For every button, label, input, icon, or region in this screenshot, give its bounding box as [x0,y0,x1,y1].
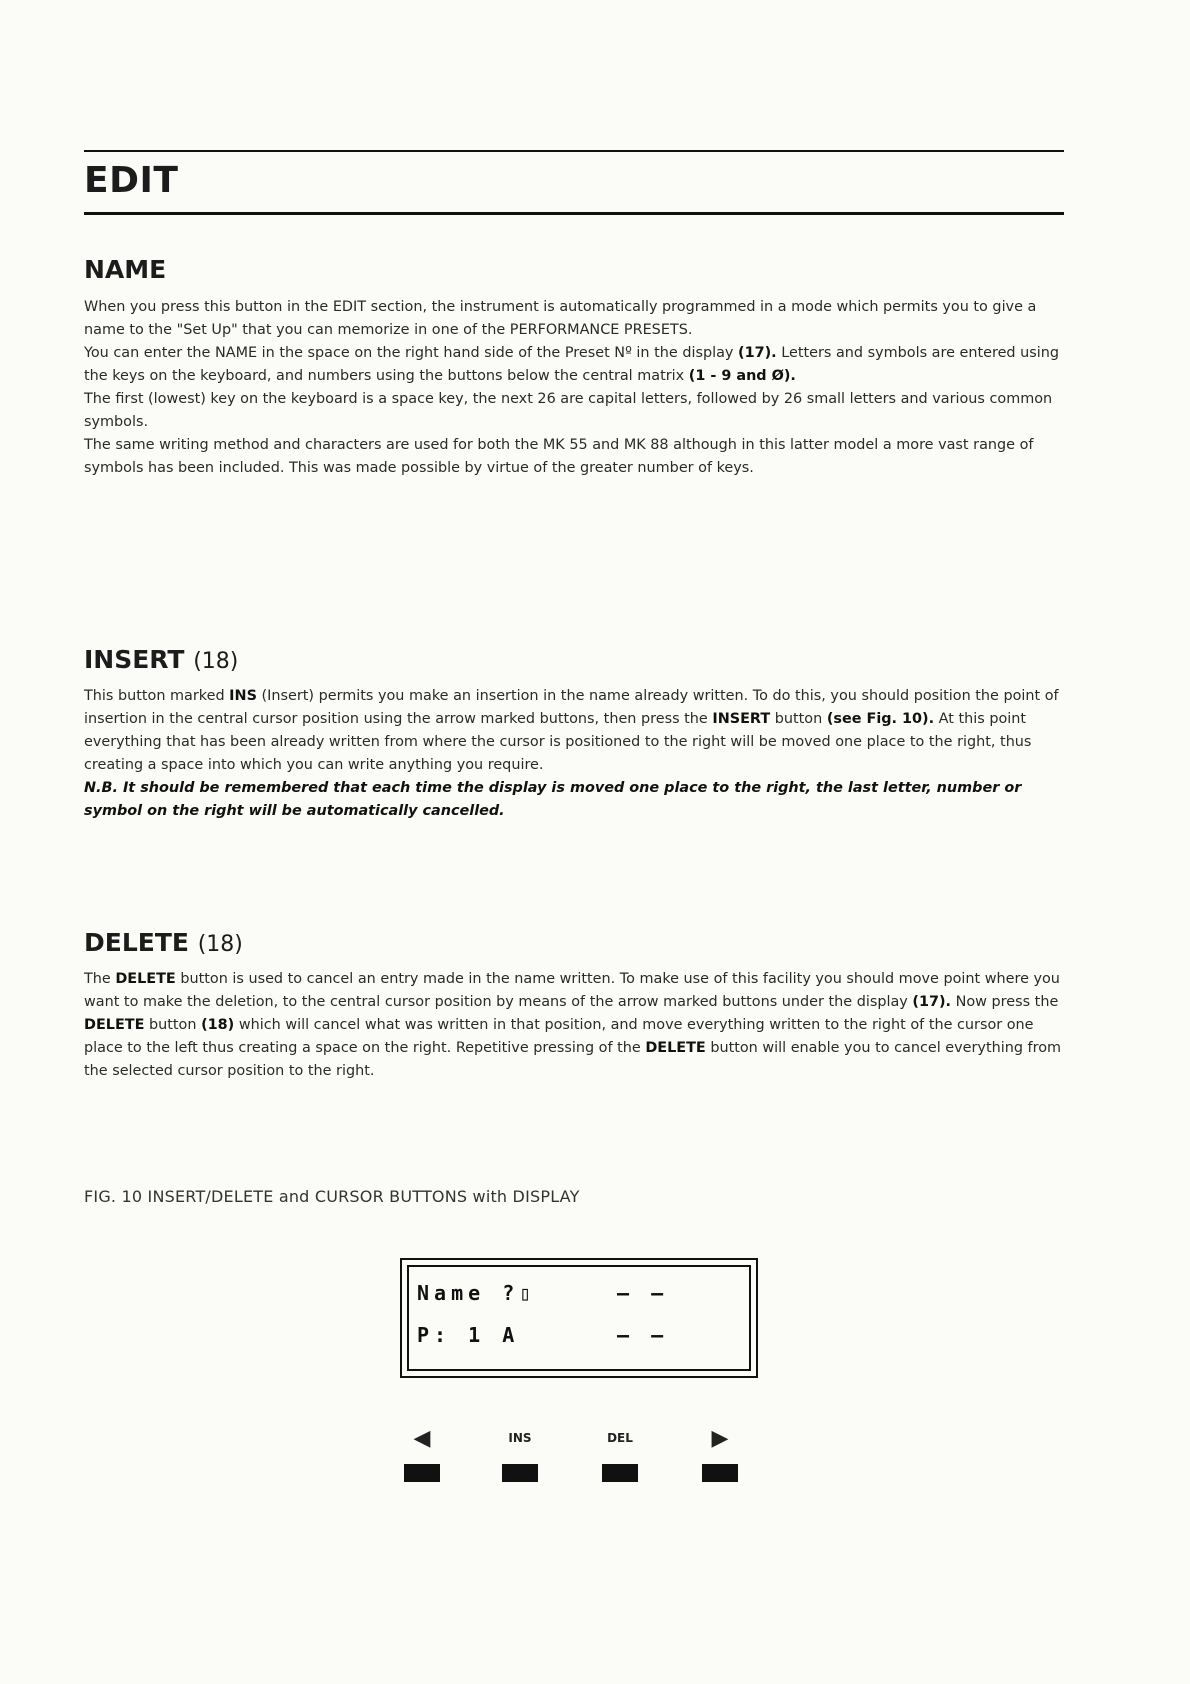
cursor-left-control [392,1426,452,1482]
ins-label: INS [508,1431,532,1445]
cursor-right-control [690,1426,750,1482]
cursor-left-button[interactable] [404,1464,440,1482]
right-arrow-icon: ▶ [711,1425,729,1451]
top-rule [84,150,1064,152]
matrix-ref: (1 - 9 and Ø). [688,368,796,384]
nb-note: N.B. It should be remembered that each time the display is moved one place to the right, the last letter, number or symbol on the right will be automatically cancelled. [84,780,1022,819]
name-paragraph-2: You can enter the NAME in the space on the right hand side of the Preset Nº in the display (17). Letters and symbols are entered using the keys on the keyboard, and numbers using the buttons below the central matrix (1 - 9 and Ø). [84,345,1060,384]
delete-heading: DELETE (18) [84,928,243,957]
name-body [84,296,1064,480]
name-heading: NAME [84,255,167,284]
lcd-screen [407,1265,751,1371]
del-label: DEL [607,1431,633,1445]
name-paragraph-1: When you press this button in the EDIT section, the instrument is automatically programmed in a mode which permits you to give a name to the "Set Up" that you can memorize in one of the PERFORMANCE PRESETS. [84,299,1037,338]
figure-ref: (see Fig. 10). [826,711,935,727]
cursor-right-button[interactable] [702,1464,738,1482]
ins-button[interactable] [502,1464,538,1482]
lcd-row-2-left: P: 1 A [417,1323,520,1347]
insert-paragraph: This button marked INS (Insert) permits you make an insertion in the name already written. To do this, you should position the point of insertion in the central cursor position using the arrow marked buttons, then press the INSERT button (see Fig. 10). At this point everything that has been already written from where the cursor is positioned to the right will be moved one place to the right, thus creating a space into which you can write anything you require. [84,688,1059,773]
ins-control [490,1426,550,1482]
lcd-row-2-right: – – [617,1323,669,1347]
name-paragraph-4: The same writing method and characters are used for both the MK 55 and MK 88 although in this latter model a more vast range of symbols has been included. This was made possible by virtue of the greater number of keys. [84,437,1034,476]
lcd-display [400,1258,758,1378]
display-ref: (17). [738,345,777,361]
lcd-row-1-left: Name ?▯ [417,1281,537,1305]
insert-body [84,685,1064,823]
figure-caption: FIG. 10 INSERT/DELETE and CURSOR BUTTONS with DISPLAY [84,1187,580,1206]
del-control [590,1426,650,1482]
page-title: EDIT [84,160,179,201]
left-arrow-icon: ◀ [413,1425,431,1451]
del-button[interactable] [602,1464,638,1482]
title-underline [84,212,1064,215]
name-paragraph-3: The first (lowest) key on the keyboard is a space key, the next 26 are capital letters, followed by 26 small letters and various common symbols. [84,391,1053,430]
delete-paragraph: The DELETE button is used to cancel an entry made in the name written. To make use of this facility you should move point where you want to make the deletion, to the central cursor position by means of the arrow marked buttons under the display (17). Now press the DELETE button (18) which will cancel what was written in that position, and move everything written to the right of the cursor one place to the left thus creating a space on the right. Repetitive pressing of the DELETE button will enable you to cancel everything from the selected cursor position to the right. [84,971,1062,1079]
lcd-row-1-right: – – [617,1281,669,1305]
delete-body [84,968,1064,1083]
insert-heading: INSERT (18) [84,645,239,674]
